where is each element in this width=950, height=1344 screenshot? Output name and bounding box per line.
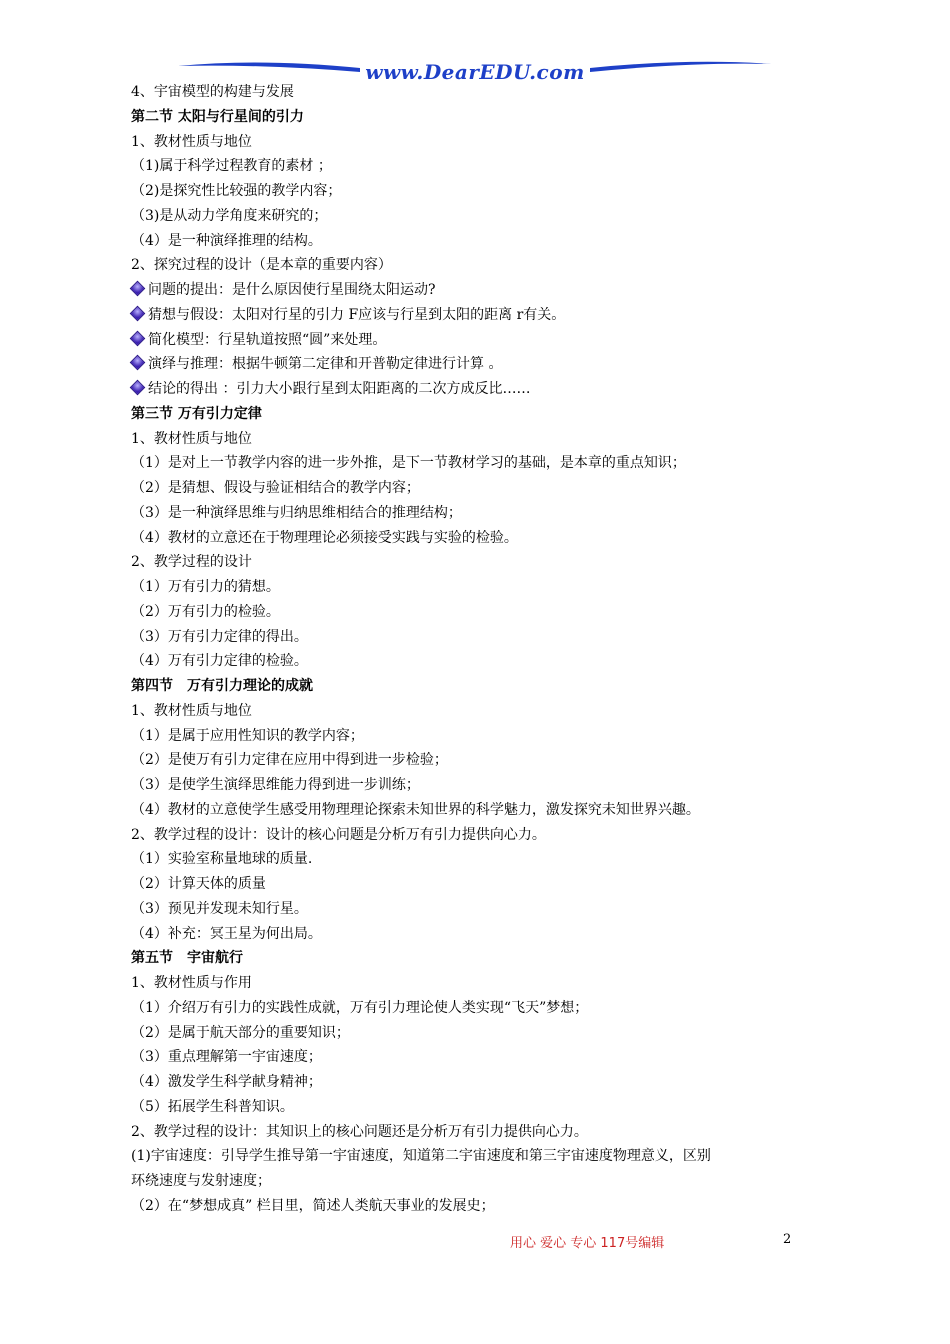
text-line [131, 600, 831, 625]
line-text: （3)是从动力学角度来研究的； [131, 207, 328, 224]
text-line [131, 625, 831, 650]
line-text: 4、宇宙模型的构建与发展 [131, 84, 294, 100]
text-line [131, 1095, 831, 1120]
section-heading [131, 674, 831, 699]
diamond-bullet-icon [130, 330, 146, 346]
line-text: 猜想与假设：太阳对行星的引力 F应该与行星到太阳的距离 r有关。 [148, 306, 566, 323]
document-body [131, 80, 831, 1219]
line-text: （1）介绍万有引力的实践性成就，万有引力理论使人类实现“飞天”梦想； [131, 999, 589, 1016]
line-text: （3）万有引力定律的得出。 [131, 628, 308, 645]
text-line [131, 526, 831, 551]
bullet-item [131, 328, 831, 353]
text-line [131, 872, 831, 897]
line-text: 1、教材性质与地位 [131, 702, 252, 719]
text-line [131, 575, 831, 600]
text-line [131, 699, 831, 724]
bullet-item [131, 303, 831, 328]
footer-motto: 用心 爱心 专心 117号编辑 [510, 1236, 665, 1251]
text-line [131, 1169, 831, 1194]
text-line [131, 550, 831, 575]
line-text: （3）重点理解第一宇宙速度； [131, 1049, 322, 1066]
text-line [131, 823, 831, 848]
line-text: （2）计算天体的质量 [131, 876, 266, 892]
text-line [131, 773, 831, 798]
text-line [131, 847, 831, 872]
line-text: （2）在“梦想成真” 栏目里，简述人类航天事业的发展史； [131, 1197, 495, 1214]
line-text: 1、教材性质与地位 [131, 430, 252, 447]
section-heading [131, 946, 831, 971]
line-text: （1）是对上一节教学内容的进一步外推，是下一节教材学习的基础，是本章的重点知识； [131, 455, 686, 472]
text-line [131, 1021, 831, 1046]
site-url: www.DearEDU.com [365, 60, 585, 84]
line-text: （4）万有引力定律的检验。 [131, 653, 308, 670]
line-text: 第三节 万有引力定律 [131, 405, 262, 422]
text-line [131, 971, 831, 996]
text-line [131, 897, 831, 922]
line-text: 问题的提出：是什么原因使行星围绕太阳运动? [148, 282, 436, 298]
line-text: 环绕速度与发射速度； [131, 1173, 271, 1189]
text-line [131, 229, 831, 254]
section-heading [131, 105, 831, 130]
text-line [131, 204, 831, 229]
line-text: (1)宇宙速度：引导学生推导第一宇宙速度，知道第二宇宙速度和第三宇宙速度物理意义，区别 [131, 1148, 711, 1165]
line-text: （4）教材的立意使学生感受用物理理论探索未知世界的科学魅力，激发探究未知世界兴趣。 [131, 801, 700, 818]
text-line [131, 649, 831, 674]
line-text: （4）激发学生科学献身精神； [131, 1074, 322, 1090]
line-text: 1、教材性质与地位 [131, 133, 252, 150]
line-text: 结论的得出 ：引力大小跟行星到太阳距离的二次方成反比…… [148, 381, 531, 397]
text-line [131, 1144, 831, 1169]
line-text: （2)是探究性比较强的教学内容； [131, 183, 342, 199]
text-line [131, 1194, 831, 1219]
line-text: （1)属于科学过程教育的素材 ； [131, 158, 332, 175]
text-line [131, 724, 831, 749]
text-line [131, 798, 831, 823]
page-footer [0, 1232, 950, 1252]
text-line [131, 80, 831, 105]
line-text: （4）是一种演绎推理的结构。 [131, 232, 322, 249]
line-text: 第五节 宇宙航行 [131, 950, 243, 967]
line-text: （3）预见并发现未知行星。 [131, 900, 308, 917]
line-text: （2）是猜想、假设与验证相结合的教学内容； [131, 480, 420, 496]
line-text: （2）万有引力的检验。 [131, 603, 280, 620]
section-heading [131, 402, 831, 427]
line-text: 演绎与推理：根据牛顿第二定律和开普勒定律进行计算 。 [148, 356, 503, 373]
line-text: （5）拓展学生科普知识。 [131, 1098, 294, 1115]
page-number: 2 [783, 1232, 792, 1247]
line-text: （1）万有引力的猜想。 [131, 579, 280, 595]
line-text: 2、教学过程的设计：其知识上的核心问题还是分析万有引力提供向心力。 [131, 1123, 588, 1140]
line-text: （4）补充：冥王星为何出局。 [131, 925, 322, 942]
diamond-bullet-icon [130, 355, 146, 371]
diamond-bullet-icon [130, 305, 146, 321]
bullet-item [131, 377, 831, 402]
text-line [131, 996, 831, 1021]
text-line [131, 427, 831, 452]
text-line [131, 1045, 831, 1070]
line-text: （3）是使学生演绎思维能力得到进一步训练； [131, 777, 420, 793]
line-text: 第四节 万有引力理论的成就 [131, 678, 313, 694]
line-text: （4）教材的立意还在于物理理论必须接受实践与实验的检验。 [131, 529, 518, 546]
text-line [131, 476, 831, 501]
line-text: （1）是属于应用性知识的教学内容； [131, 727, 364, 744]
line-text: （1）实验室称量地球的质量. [131, 851, 313, 868]
text-line [131, 154, 831, 179]
text-line [131, 1120, 831, 1145]
text-line [131, 179, 831, 204]
line-text: （2）是属于航天部分的重要知识； [131, 1024, 350, 1041]
diamond-bullet-icon [130, 281, 146, 297]
line-text: （3）是一种演绎思维与归纳思维相结合的推理结构； [131, 504, 462, 521]
diamond-bullet-icon [130, 380, 146, 396]
bullet-item [131, 352, 831, 377]
text-line [131, 501, 831, 526]
text-line [131, 130, 831, 155]
line-text: 简化模型：行星轨道按照“圆”来处理。 [148, 331, 387, 348]
line-text: 1、教材性质与作用 [131, 975, 252, 991]
bullet-item [131, 278, 831, 303]
text-line [131, 253, 831, 278]
text-line [131, 1070, 831, 1095]
text-line [131, 922, 831, 947]
text-line [131, 451, 831, 476]
text-line [131, 748, 831, 773]
line-text: （2）是使万有引力定律在应用中得到进一步检验； [131, 752, 448, 769]
line-text: 2、教学过程的设计 [131, 554, 252, 571]
line-text: 2、探究过程的设计（是本章的重要内容） [131, 257, 392, 274]
line-text: 第二节 太阳与行星间的引力 [131, 108, 304, 125]
line-text: 2、教学过程的设计：设计的核心问题是分析万有引力提供向心力。 [131, 826, 546, 843]
